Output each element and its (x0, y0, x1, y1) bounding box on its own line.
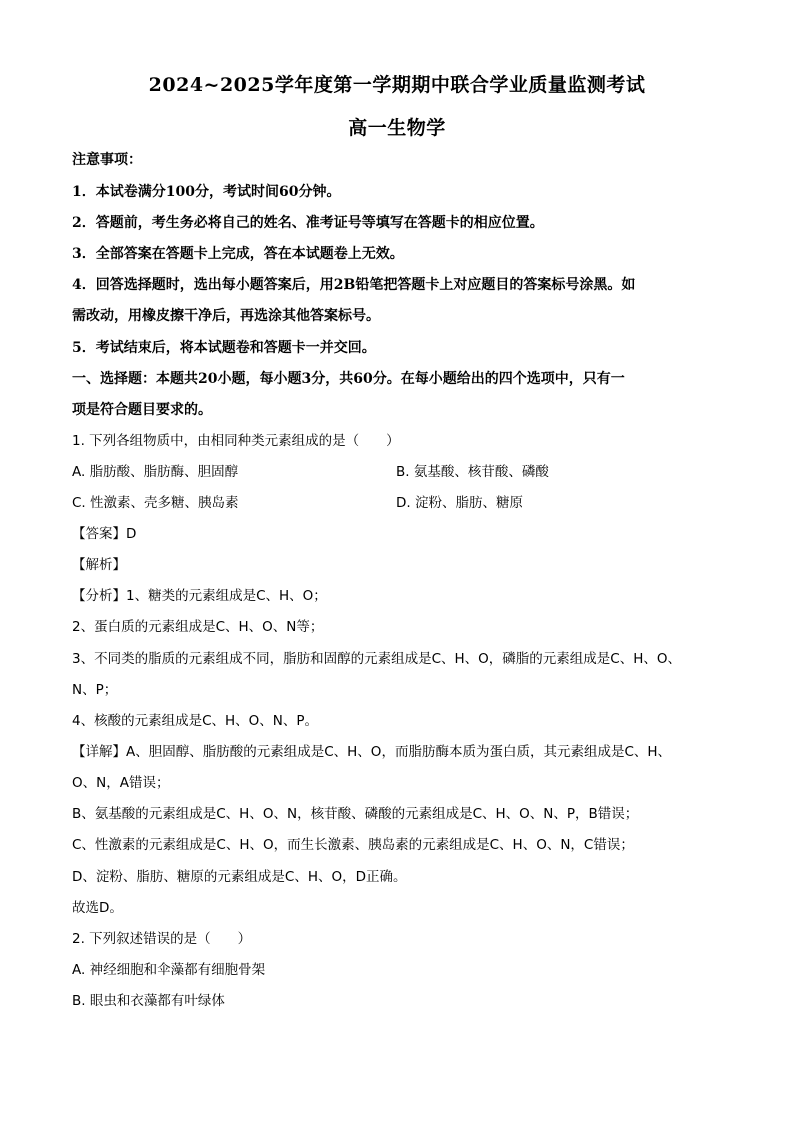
q1-detail-line: O、N，A错误； (72, 775, 170, 791)
exam-subject: 高一生物学 (348, 117, 446, 139)
notice-item: 需改动，用橡皮擦干净后，再选涂其他答案标号。 (72, 308, 380, 324)
notice-item: 3．全部答案在答题卡上完成，答在本试题卷上无效。 (72, 246, 404, 262)
q1-answer: 【答案】D (72, 526, 137, 542)
q1-analysis-heading: 【解析】 (72, 557, 126, 573)
q2-option-a: A. 神经细胞和伞藻都有细胞骨架 (72, 962, 266, 978)
notice-item: 5．考试结束后，将本试题卷和答题卡一并交回。 (72, 340, 376, 356)
q1-analysis-line: 3、不同类的脂质的元素组成不同，脂肪和固醇的元素组成是C、H、O，磷脂的元素组成是C、H、O、 (72, 651, 681, 667)
q1-analysis-line: 4、核酸的元素组成是C、H、O、N、P。 (72, 713, 319, 729)
section-heading: 一、选择题：本题共20小题，每小题3分，共60分。在每小题给出的四个选项中，只有一 (72, 371, 625, 387)
exam-title: 2024~2025学年度第一学期期中联合学业质量监测考试 (148, 74, 646, 96)
q1-detail-line: D、淀粉、脂肪、糖原的元素组成是C、H、O，D正确。 (72, 869, 407, 885)
notice-item: 1．本试卷满分100分，考试时间60分钟。 (72, 184, 341, 200)
q1-analysis-line: 【分析】1、糖类的元素组成是C、H、O； (72, 588, 327, 604)
q1-analysis-line: 2、蛋白质的元素组成是C、H、O、N等； (72, 619, 324, 635)
notice-heading: 注意事项： (72, 152, 142, 168)
section-heading-cont: 项是符合题目要求的。 (72, 402, 212, 418)
q1-option-c: C. 性激素、壳多糖、胰岛素 (72, 495, 239, 511)
q1-detail-line: C、性激素的元素组成是C、H、O，而生长激素、胰岛素的元素组成是C、H、O、N，C错误； (72, 837, 634, 853)
q1-detail-line: 【详解】A、胆固醇、脂肪酸的元素组成是C、H、O，而脂肪酶本质为蛋白质，其元素组成是C、H、 (72, 744, 672, 760)
q2-stem: 2. 下列叙述错误的是（ ） (72, 931, 252, 947)
q1-option-d: D. 淀粉、脂肪、糖原 (396, 495, 523, 511)
q1-conclusion: 故选D。 (72, 900, 123, 916)
notice-item: 2．答题前，考生务必将自己的姓名、准考证号等填写在答题卡的相应位置。 (72, 215, 544, 231)
notice-item: 4．回答选择题时，选出每小题答案后，用2B铅笔把答题卡上对应题目的答案标号涂黑。如 (72, 277, 636, 293)
q1-detail-line: B、氨基酸的元素组成是C、H、O、N，核苷酸、磷酸的元素组成是C、H、O、N、P，B错误； (72, 806, 639, 822)
q1-analysis-line: N、P； (72, 682, 118, 698)
q1-option-a: A. 脂肪酸、脂肪酶、胆固醇 (72, 464, 239, 480)
q1-option-b: B. 氨基酸、核苷酸、磷酸 (396, 464, 549, 480)
q1-stem: 1. 下列各组物质中，由相同种类元素组成的是（ ） (72, 433, 400, 449)
q2-option-b: B. 眼虫和衣藻都有叶绿体 (72, 993, 225, 1009)
